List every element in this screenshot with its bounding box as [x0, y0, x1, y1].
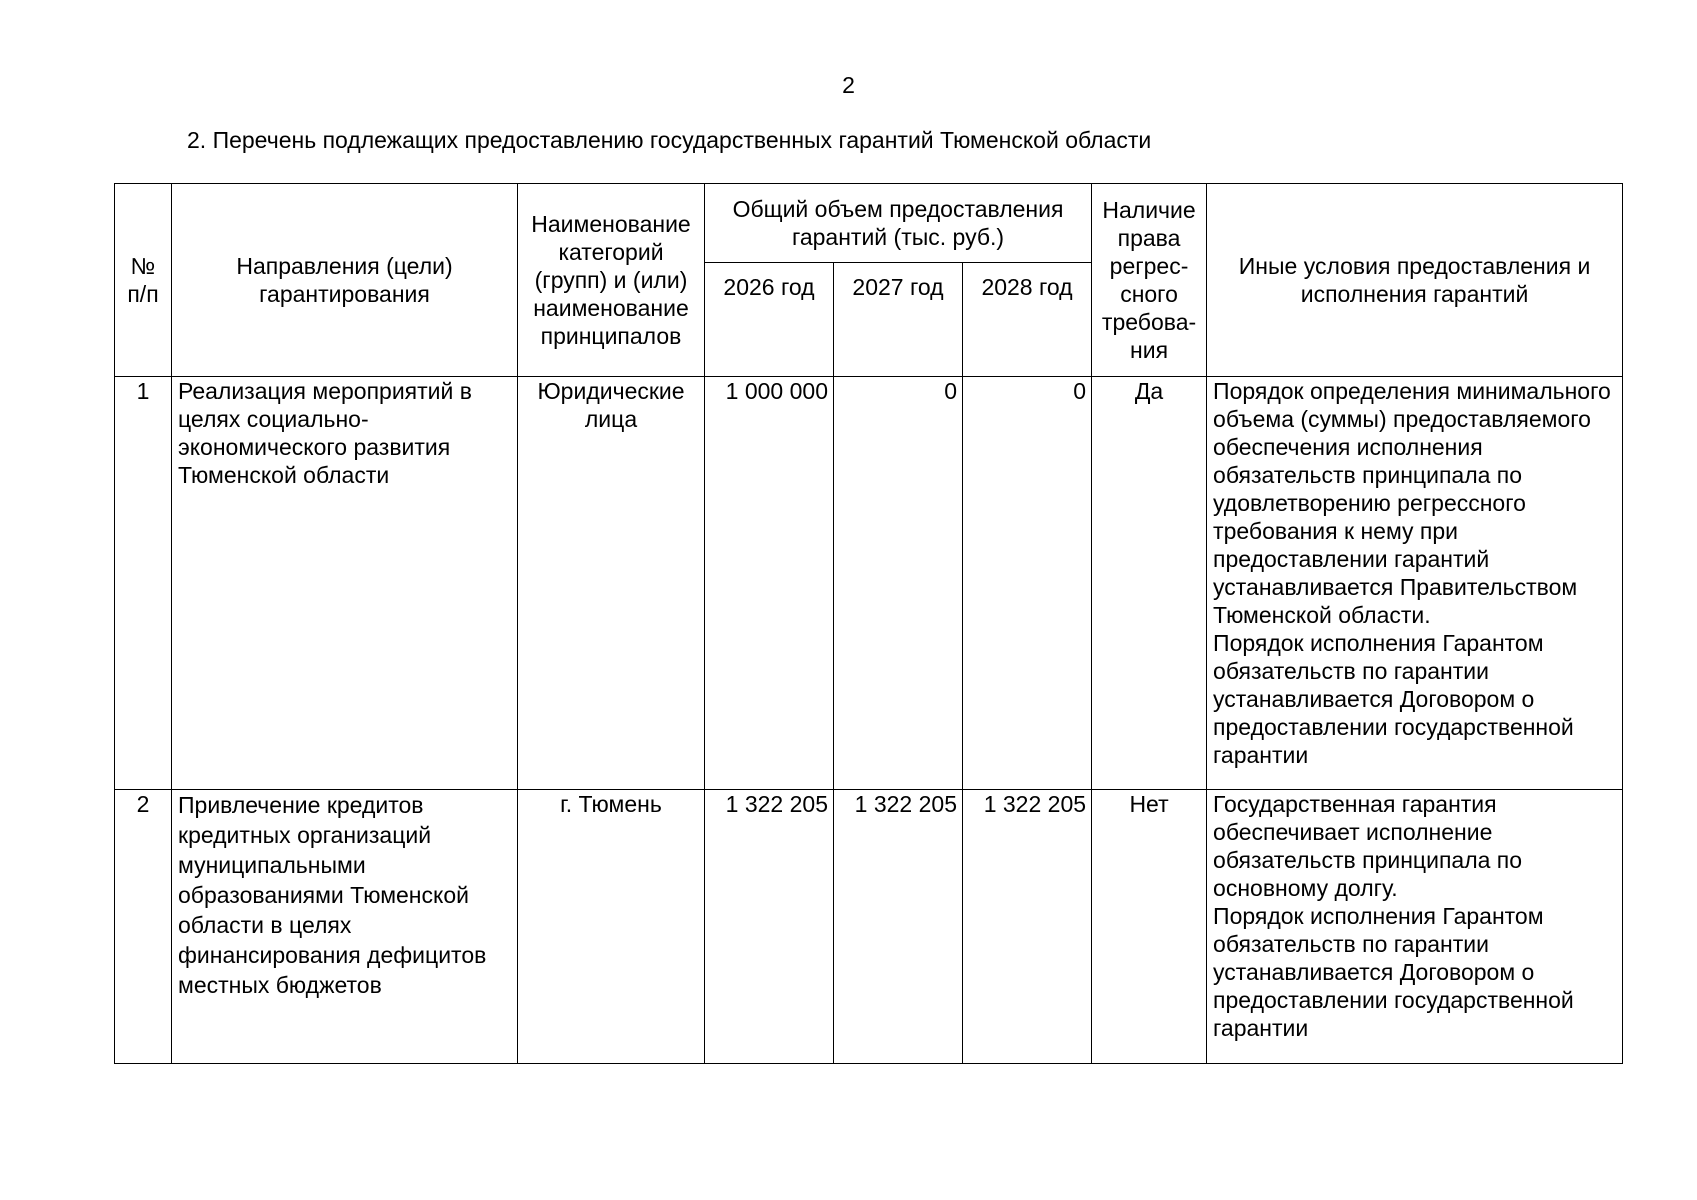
conditions-paragraph: Порядок исполнения Гарантом обязательств по гарантии устанавливается Договором о предоставлении государственной гарантии — [1213, 903, 1574, 1041]
header-category: Наименование категорий (групп) и (или) наименование принципалов — [518, 184, 705, 377]
row-amount-2028: 0 — [963, 377, 1092, 790]
row-category: г. Тюмень — [518, 790, 705, 1064]
conditions-paragraph: Государственная гарантия обеспечивает исполнение обязательств принципала по основному долгу. — [1213, 791, 1523, 901]
header-num: № п/п — [115, 184, 172, 377]
page-number: 2 — [842, 72, 855, 98]
row-direction: Привлечение кредитов кредитных организаций муниципальными образованиями Тюменской области в целях финансирования дефицитов местных бюджетов — [172, 790, 518, 1064]
header-year-2027: 2027 год — [834, 263, 963, 377]
row-num: 2 — [115, 790, 172, 1064]
row-conditions — [1207, 377, 1623, 790]
header-conditions: Иные условия предоставления и исполнения гарантий — [1207, 184, 1623, 377]
row-category: Юридические лица — [518, 377, 705, 790]
row-amount-2027: 1 322 205 — [834, 790, 963, 1064]
guarantees-table — [114, 183, 1623, 1064]
row-amount-2026: 1 000 000 — [705, 377, 834, 790]
header-row-top — [115, 184, 1623, 263]
header-recourse: Наличие права регрес-сного требова-ния — [1092, 184, 1207, 377]
row-amount-2026: 1 322 205 — [705, 790, 834, 1064]
header-year-2028: 2028 год — [963, 263, 1092, 377]
header-year-2026: 2026 год — [705, 263, 834, 377]
row-amount-2028: 1 322 205 — [963, 790, 1092, 1064]
row-direction: Реализация мероприятий в целях социально-экономического развития Тюменской области — [172, 377, 518, 790]
header-direction: Направления (цели) гарантирования — [172, 184, 518, 377]
row-conditions — [1207, 790, 1623, 1064]
conditions-paragraph: Порядок исполнения Гарантом обязательств по гарантии устанавливается Договором о предоставлении государственной гарантии — [1213, 630, 1574, 768]
row-recourse: Да — [1092, 377, 1207, 790]
row-recourse: Нет — [1092, 790, 1207, 1064]
row-num: 1 — [115, 377, 172, 790]
row-amount-2027: 0 — [834, 377, 963, 790]
section-heading: 2. Перечень подлежащих предоставлению государственных гарантий Тюменской области — [187, 127, 1152, 153]
header-total-volume: Общий объем предоставления гарантий (тыс. руб.) — [705, 184, 1092, 263]
table-row — [115, 790, 1623, 1064]
conditions-paragraph: Порядок определения минимального объема (суммы) предоставляемого обеспечения исполнения обязательств принципала по удовлетворению регрессного требования к нему при предоставлении гарантий устанавливается Правительством Тюменской области. — [1213, 378, 1611, 628]
table-row — [115, 377, 1623, 790]
